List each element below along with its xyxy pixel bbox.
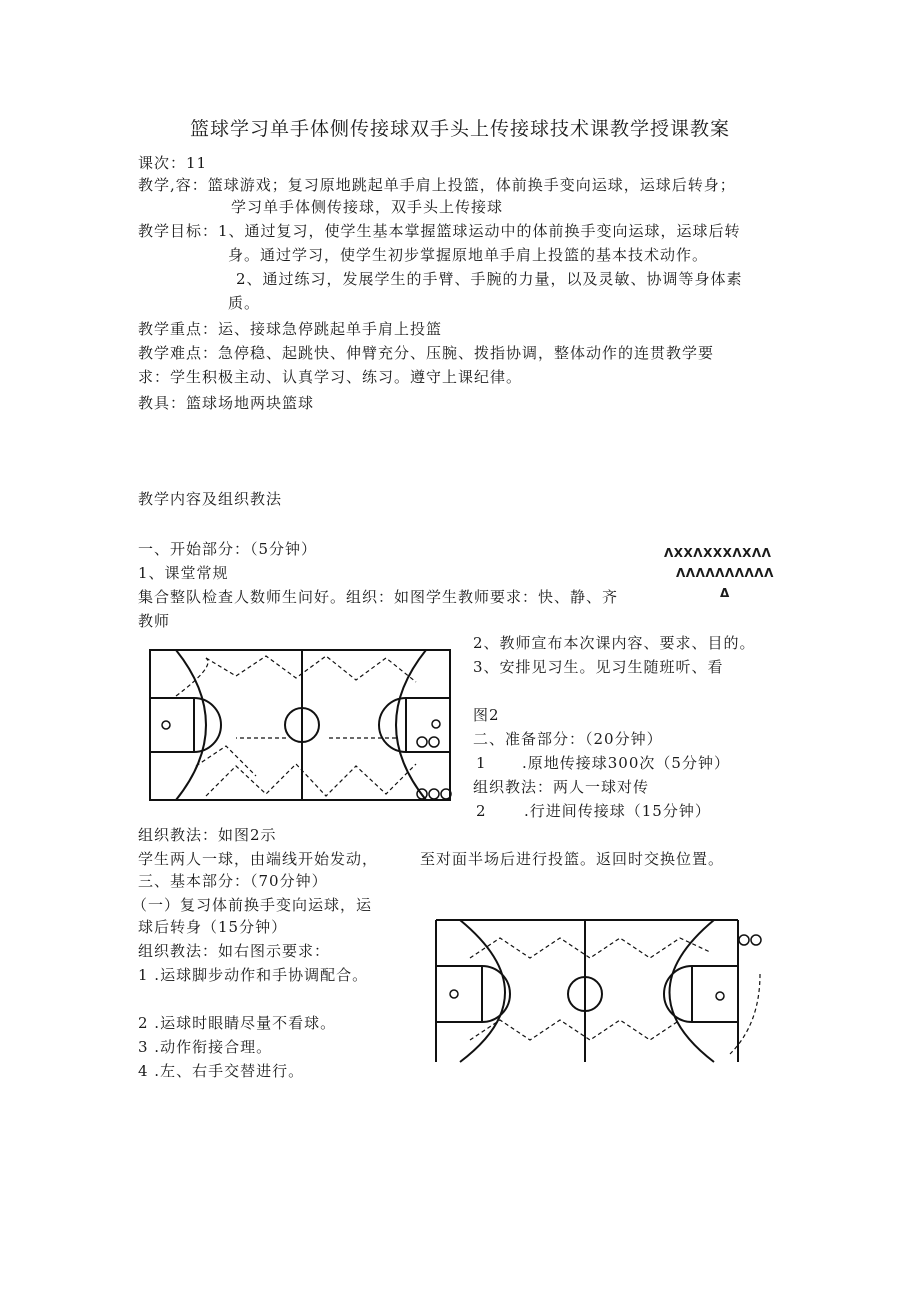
court-diagram-dribbling (430, 914, 770, 1064)
part-two-heading: 二、准备部分：（20分钟） (473, 730, 663, 748)
org-figure-2: 组织教法：如图2示 (138, 826, 277, 844)
observers-text: 3、安排见习生。见习生随班听、看 (473, 658, 724, 676)
key-point: 教学重点：运、接球急停跳起单手肩上投篮 (138, 320, 443, 338)
requirement-4: 4 .左、右手交替进行。 (138, 1062, 305, 1080)
org-pairs: 组织教法：两人一球对传 (473, 778, 650, 796)
requirement-3: 3 .动作衔接合理。 (138, 1038, 273, 1056)
difficulty-cont: 求：学生积极主动、认真学习、练习。遵守上课纪律。 (138, 368, 523, 386)
teaching-goal-2: 2、通过练习，发展学生的手臂、手腕的力量，以及灵敏、协调等身体素 (236, 270, 743, 288)
difficulty: 教学难点：急停稳、起跳快、伸臂充分、压腕、拨指协调，整体动作的连贯教学要 (138, 344, 715, 362)
lesson-number: 课次：11 (138, 154, 208, 172)
item-2-number: 2 (476, 802, 487, 820)
pairs-text-cont: 至对面半场后进行投篮。返回时交换位置。 (420, 850, 725, 868)
teaching-content-cont: 学习单手体侧传接球，双手头上传接球 (231, 198, 504, 216)
part-one-heading: 一、开始部分：（5分钟） (138, 540, 318, 558)
figure-2-label: 图2 (473, 706, 500, 724)
assemble-text: 集合整队检查人数师生问好。组织：如图学生教师要求：快、静、齐 (138, 588, 619, 606)
court-diagram-passing (136, 646, 466, 806)
requirement-2: 2 .运球时眼睛尽量不看球。 (138, 1014, 337, 1032)
teacher-label: 教师 (138, 612, 171, 630)
requirement-1: 1 .运球脚步动作和手协调配合。 (138, 966, 369, 984)
document-title: 篮球学习单手体侧传接球双手头上传接球技术课教学授课教案 (189, 118, 730, 140)
item-2-text: .行进间传接球（15分钟） (524, 802, 711, 820)
formation-row-1: ΛXXΛXXXΛXΛΛ (664, 546, 772, 560)
equipment: 教具：篮球场地两块篮球 (138, 394, 315, 412)
teaching-goal-1-cont: 身。通过学习，使学生初步掌握原地单手肩上投篮的基本技术动作。 (228, 246, 709, 264)
review-text-cont: 球后转身（15分钟） (138, 918, 288, 936)
review-text: （一）复习体前换手变向运球，运 (132, 896, 373, 914)
teaching-content: 教学,容：篮球游戏；复习原地跳起单手肩上投篮，体前换手变向运球，运球后转身； (138, 176, 736, 194)
pairs-text: 学生两人一球，由端线开始发动， (138, 850, 379, 868)
formation-teacher: Δ (720, 586, 730, 600)
formation-row-2: ΛΛΛΛΛΛΛΛΛΛ (676, 566, 774, 580)
teaching-goal-2-cont: 质。 (228, 294, 261, 312)
section-heading: 教学内容及组织教法 (138, 490, 283, 508)
teaching-goal-1: 教学目标：1、通过复习，使学生基本掌握篮球运动中的体前换手变向运球，运球后转 (138, 222, 741, 240)
item-1-text: .原地传接球300次（5分钟） (522, 754, 730, 772)
item-1-number: 1 (476, 754, 487, 772)
announce-text: 2、教师宣布本次课内容、要求、目的。 (473, 634, 756, 652)
part-three-heading: 三、基本部分：（70分钟） (138, 872, 328, 890)
class-routine: 1、课堂常规 (138, 564, 229, 582)
org-right: 组织教法：如右图示要求： (138, 942, 331, 960)
